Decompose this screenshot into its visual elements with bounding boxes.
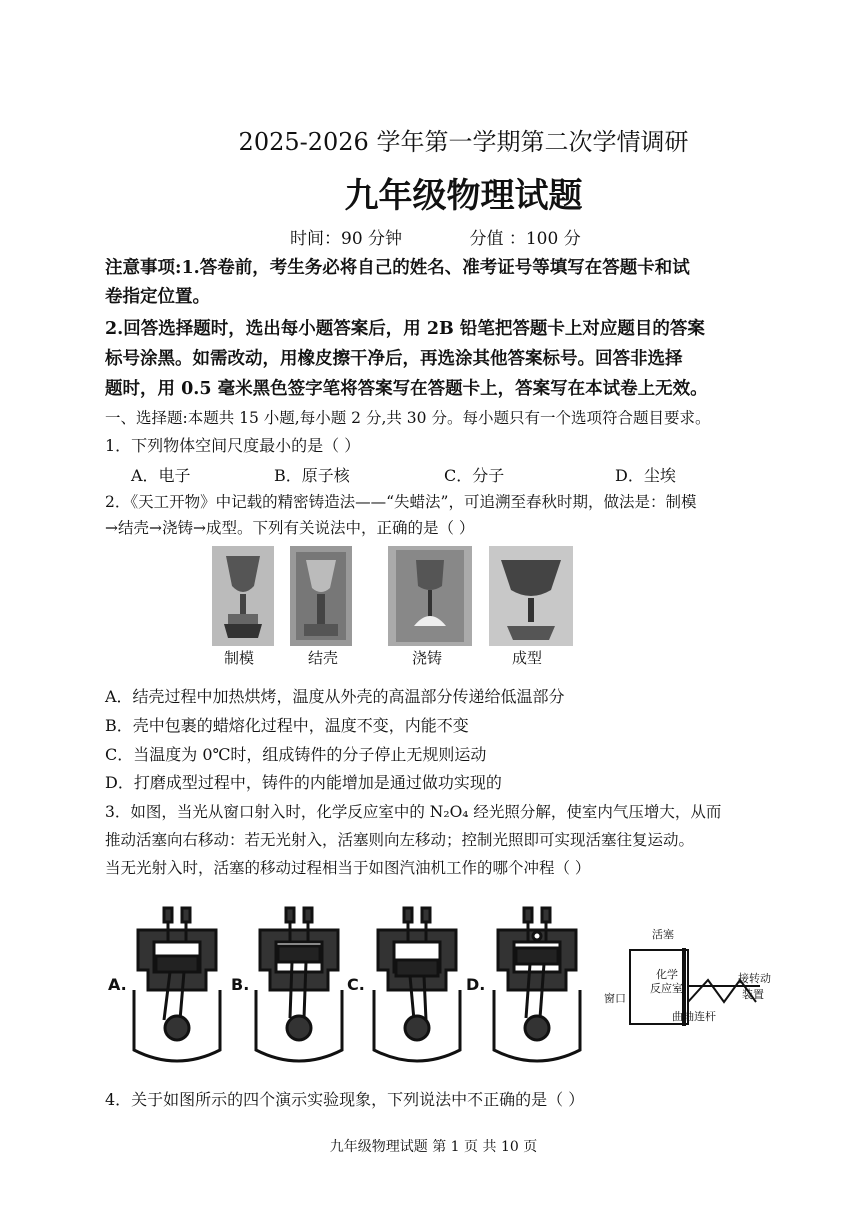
label-connect-2: 装置 [742,988,764,1001]
q3-stem-2: 推动活塞向右移动：若无光射入，活塞则向左移动；控制光照即可实现活塞往复运动。 [105,831,695,849]
notice-line-5: 题时，用 0.5 毫米黑色签字笔将答案写在答题卡上，答案写在本试卷上无效。 [105,379,708,399]
engine-label-d: D. [466,975,486,994]
engine-label-c: C. [347,975,365,994]
q2-option-d: D．打磨成型过程中，铸件的内能增加是通过做功实现的 [105,773,502,792]
casting-final-figure [489,546,573,646]
q2-option-b: B．壳中包裹的蜡熔化过程中，温度不变，内能不变 [105,716,469,735]
caption-pour: 浇铸 [412,649,443,667]
q1-option-c: C．分子 [444,466,505,485]
page-footer: 九年级物理试题 第 1 页 共 10 页 [329,1139,538,1155]
label-piston: 活塞 [652,928,674,941]
q1-option-b: B．原子核 [274,466,350,485]
q2-option-a: A．结壳过程中加热烘烤，温度从外壳的高温部分传递给低温部分 [105,687,565,706]
engine-stroke-b-figure [250,890,348,1070]
exam-time: 时间：90 分钟 [290,229,403,249]
label-connect-1: 接转动 [738,972,771,985]
engine-stroke-c-figure [368,890,466,1070]
q3-stem-3: 当无光射入时，活塞的移动过程相当于如图汽油机工作的哪个冲程（ ） [105,859,591,877]
q1-option-a: A．电子 [131,466,191,485]
notice-line-1: 注意事项:1.答卷前，考生务必将自己的姓名、准考证号等填写在答题卡和试 [105,258,690,278]
engine-stroke-a-figure [128,890,226,1070]
label-window: 窗口 [604,992,626,1005]
section-heading: 一、选择题:本题共 15 小题,每小题 2 分,共 30 分。每小题只有一个选项符合题目要求。 [105,409,711,427]
caption-final: 成型 [512,649,543,667]
casting-mold-figure [212,546,274,646]
exam-meta [290,224,643,249]
q1-stem: 1．下列物体空间尺度最小的是（ ） [105,436,361,455]
caption-shell: 结壳 [308,649,339,667]
caption-mold: 制模 [224,649,255,667]
q2-option-c: C．当温度为 0℃时，组成铸件的分子停止无规则运动 [105,745,487,764]
engine-label-b: B. [231,975,250,994]
casting-pour-figure [388,546,472,646]
engine-label-a: A. [108,975,127,994]
notice-line-4: 标号涂黑。如需改动，用橡皮擦干净后，再选涂其他答案标号。回答非选择 [105,349,683,369]
term-title: 2025-2026 学年第一学期第二次学情调研 [238,128,689,156]
notice-line-2: 卷指定位置。 [105,287,210,307]
q2-stem-1: 2．《天工开物》中记载的精密铸造法——“失蜡法”，可追溯至春秋时期，做法是：制模 [105,493,697,511]
q3-stem-1: 3．如图，当光从窗口射入时，化学反应室中的 N₂O₄ 经光照分解，使室内气压增大，从而 [105,803,722,821]
label-chem: 化学 [656,968,678,981]
q2-stem-2: →结壳→浇铸→成型。下列有关说法中，正确的是（ ） [105,519,475,537]
exam-score: 分值 ：100 分 [469,229,581,249]
engine-stroke-d-figure [488,890,586,1070]
label-chamber: 反应室 [650,982,683,995]
q4-stem: 4．关于如图所示的四个演示实验现象，下列说法中不正确的是（ ） [105,1090,585,1109]
casting-shell-figure [290,546,352,646]
exam-title: 九年级物理试题 [344,176,583,216]
notice-line-3: 2.回答选择题时，选出每小题答案后，用 2B 铅笔把答题卡上对应题目的答案 [105,319,705,339]
q1-option-d: D．尘埃 [615,466,676,485]
label-crank: 曲轴连杆 [672,1010,716,1023]
